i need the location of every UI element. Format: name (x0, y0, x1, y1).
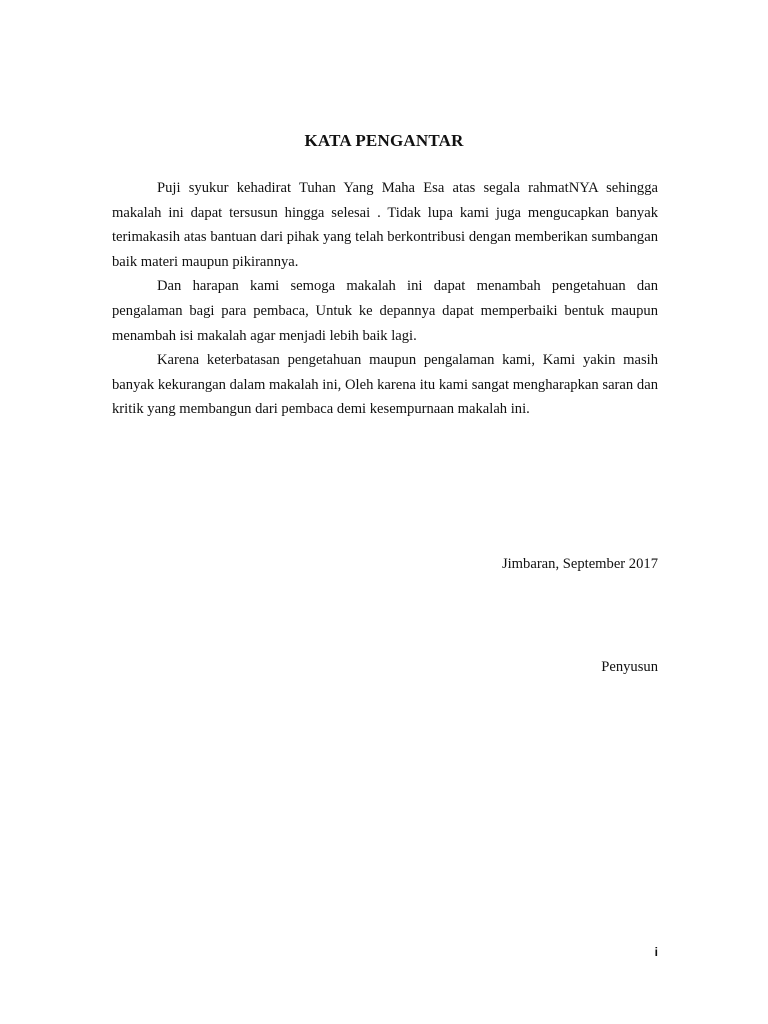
paragraph-3: Karena keterbatasan pengetahuan maupun pengalaman kami, Kami yakin masih banyak kekurangan dalam makalah ini, Oleh karena itu kami sangat mengharapkan saran dan kritik yang membangun dari pembaca demi kesempurnaan makalah ini. (112, 352, 658, 418)
page-number: i (654, 945, 658, 959)
page-title: KATA PENGANTAR (304, 131, 464, 150)
paragraph-2: Dan harapan kami semoga makalah ini dapat menambah pengetahuan dan pengalaman bagi para pembaca, Untuk ke depannya dapat memperbaiki bentuk maupun menambah isi makalah agar menjadi lebih baik lagi. (112, 278, 658, 344)
place-date: Jimbaran, September 2017 (501, 556, 658, 572)
paragraph-1: Puji syukur kehadirat Tuhan Yang Maha Esa atas segala rahmatNYA sehingga makalah ini dapat tersusun hingga selesai . Tidak lupa kami juga mengucapkan banyak terimakasih atas bantuan dari pihak yang telah berkontribusi dengan memberikan sumbangan baik materi maupun pikirannya. (112, 180, 658, 270)
author-signature-label: Penyusun (601, 659, 658, 675)
document-body (112, 176, 658, 422)
